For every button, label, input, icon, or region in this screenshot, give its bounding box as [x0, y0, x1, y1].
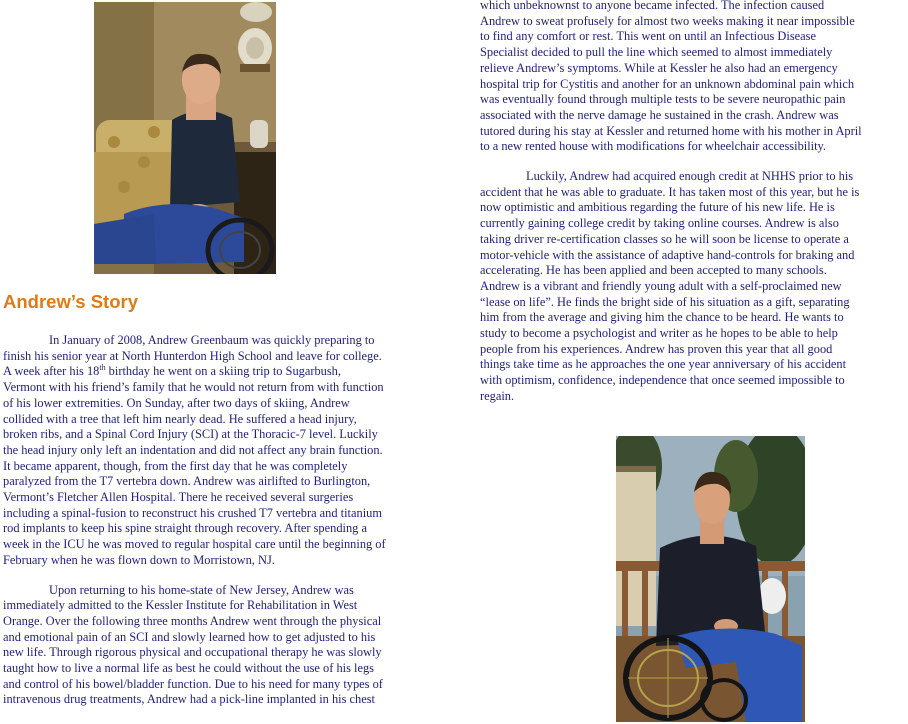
text-line: week in the ICU he was moved to regular hospital care until the beginning of — [3, 537, 386, 552]
text-line: the head injury only left an indentation and did not affect any brain function. — [3, 442, 383, 457]
text-line: Vermont with his friend’s family that he would not return from with function — [3, 380, 384, 395]
text-line: taught how to live a normal life as best he could without the use of his legs — [3, 661, 374, 676]
text-line: birthday he went on a skiing trip to Sugarbush, — [105, 364, 341, 379]
text-line: “lease on life”. He finds the bright side of his situation as a gift, separating — [480, 294, 850, 309]
story-paragraph-2 — [3, 583, 435, 709]
text-line: It became apparent, though, from the first day that he was completely — [3, 458, 348, 473]
text-line: with optimism, confidence, independence that once seemed impossible to — [480, 373, 845, 388]
text-line: regain. — [480, 388, 515, 403]
text-line: and control of his bowel/bladder function. Due to his need for many types of — [3, 676, 383, 691]
text-line: collided with a tree that left him nearly dead. He suffered a head injury, — [3, 411, 357, 426]
right-column-text — [480, 0, 908, 405]
text-line: In January of 2008, Andrew Greenbaum was quickly preparing to — [49, 333, 375, 347]
text-line: relieve Andrew’s symptoms. While at Kessler he also had an emergency — [480, 60, 838, 75]
text-line: finish his senior year at North Hunterdon High School and leave for college. — [3, 348, 382, 363]
text-line: of his lower extremities. On Sunday, after two days of skiing, Andrew — [3, 395, 350, 410]
text-line: Andrew to sweat profusely for almost two weeks making it near impossible — [480, 13, 855, 28]
text-line: Vermont’s Fletcher Allen Hospital. There he received several surgeries — [3, 490, 354, 505]
text-line: broken ribs, and a Spinal Cord Injury (SCI) at the Thoracic-7 level. Luckily — [3, 427, 378, 442]
text-line: hospital trip for Cystitis and another for an unknown abdominal pain which — [480, 76, 855, 91]
left-column-text — [3, 333, 435, 708]
story-title: Andrew’s Story — [3, 291, 139, 312]
text-line: accelerating. He has been applied and been accepted to many schools. — [480, 263, 827, 278]
text-line: which unbeknownst to anyone became infected. The infection caused — [480, 0, 825, 12]
text-line: rod implants to keep his spine straight through recovery. After spending a — [3, 521, 367, 536]
text-line: was eventually found through multiple tests to be severe neuropathic pain — [480, 92, 846, 107]
text-line: motor-vehicle with the assistance of adaptive hand-controls for braking and — [480, 247, 855, 262]
story-paragraph-2-continued — [480, 0, 908, 155]
text-line: intravenous drug treatments, Andrew had a pick-line implanted in his chest — [3, 692, 375, 707]
ordinal-suffix: th — [99, 363, 106, 373]
text-line: him from the average and giving him the chance to be heard. He wants to — [480, 310, 844, 325]
text-line: to a new rented house with modifications for wheelchair accessibility. — [480, 139, 827, 154]
text-line: Specialist decided to pull the line which seemed to almost immediately — [480, 45, 833, 60]
andrew-outdoor-photo — [616, 436, 805, 722]
text-line: new life. Through rigorous physical and occupational therapy he was slowly — [3, 645, 382, 660]
text-line: people from his experiences. Andrew has proven this year that all good — [480, 341, 833, 356]
text-line: Andrew is a vibrant and friendly young adult with a self-proclaimed new — [480, 278, 842, 293]
text-line: study to become a psychologist and writer as he hopes to be able to help — [480, 326, 838, 341]
text-line: things take time as he approaches the one year anniversary of his accident — [480, 357, 847, 372]
text-line: Orange. Over the following three months Andrew went through the physical — [3, 613, 382, 628]
text-line: immediately admitted to the Kessler Institute for Rehabilitation in West — [3, 598, 358, 613]
text-line: now optimistic and ambitious regarding the future of his new life. He is — [480, 200, 835, 215]
text-line: A week after his 18 — [3, 364, 100, 379]
story-paragraph-1 — [3, 333, 435, 569]
text-line: including a spinal-fusion to reconstruct his crushed T7 vertebra and titanium — [3, 505, 382, 520]
text-line: tutored during his stay at Kessler and returned home with his mother in April — [480, 123, 862, 138]
text-line: Upon returning to his home-state of New Jersey, Andrew was — [49, 582, 354, 597]
text-line: February when he was flown down to Morristown, NJ. — [3, 552, 275, 567]
text-line: currently gaining college credit by taking online courses. Andrew is also — [480, 216, 839, 231]
text-line: to find any comfort or rest. This went on until an Infectious Disease — [480, 29, 816, 44]
text-line: associated with the nerve damage he sustained in the crash. Andrew was — [480, 107, 839, 122]
text-line: and emotional pain of an SCI and slowly learned how to get adjusted to his — [3, 629, 376, 644]
andrew-indoor-photo — [94, 2, 276, 274]
text-line: paralyzed from the T7 vertebra down. Andrew was airlifted to Burlington, — [3, 474, 371, 489]
text-line: Luckily, Andrew had acquired enough credit at NHHS prior to his — [526, 169, 854, 184]
text-line: accident that he was able to graduate. It has taken most of this year, but he is — [480, 184, 860, 199]
story-paragraph-3 — [480, 169, 908, 405]
text-line: taking driver re-certification classes so he will soon be license to operate a — [480, 231, 849, 246]
